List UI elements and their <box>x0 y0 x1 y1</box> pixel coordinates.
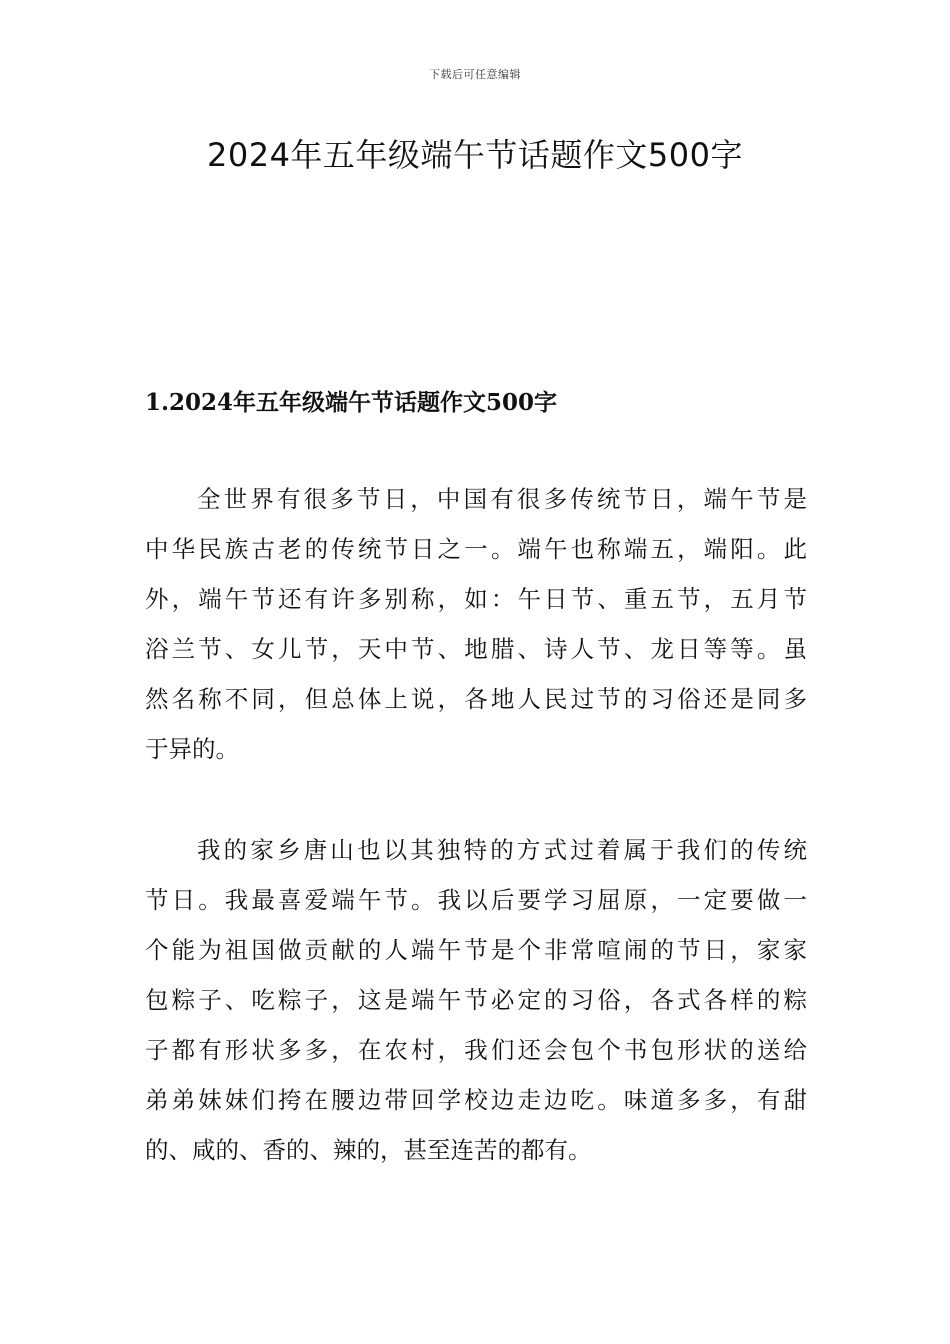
paragraph-line: 我的家乡唐山也以其独特的方式过着属于我们的传统 <box>197 836 807 864</box>
document-title: 2024年五年级端午节话题作文500字 <box>206 136 744 174</box>
paragraph-line: 的、咸的、香的、辣的，甚至连苦的都有。 <box>145 1136 592 1164</box>
paragraph-line: 外，端午节还有许多别称，如：午日节、重五节，五月节 <box>145 585 807 613</box>
paragraph-line: 节日。我最喜爱端午节。我以后要学习屈原，一定要做一 <box>145 886 807 914</box>
header-note: 下载后可任意编辑 <box>429 68 521 81</box>
paragraph-line: 个能为祖国做贡献的人端午节是个非常喧闹的节日，家家 <box>145 936 807 964</box>
paragraph-line: 然名称不同，但总体上说，各地人民过节的习俗还是同多 <box>145 685 807 713</box>
paragraph-line: 子都有形状多多，在农村，我们还会包个书包形状的送给 <box>145 1036 807 1064</box>
paragraph-line: 弟弟妹妹们挎在腰边带回学校边走边吃。味道多多，有甜 <box>145 1086 807 1114</box>
paragraph-line: 全世界有很多节日，中国有很多传统节日，端午节是 <box>197 485 807 513</box>
section-heading: 1.2024年五年级端午节话题作文500字 <box>145 389 558 416</box>
paragraph-line: 浴兰节、女儿节，天中节、地腊、诗人节、龙日等等。虽 <box>145 635 807 663</box>
paragraph-line: 于异的。 <box>145 735 239 763</box>
paragraph-line: 包粽子、吃粽子，这是端午节必定的习俗，各式各样的粽 <box>145 986 807 1014</box>
paragraph-1 <box>145 474 807 774</box>
paragraph-line: 中华民族古老的传统节日之一。端午也称端五，端阳。此 <box>145 535 807 563</box>
paragraph-2 <box>145 825 807 1175</box>
